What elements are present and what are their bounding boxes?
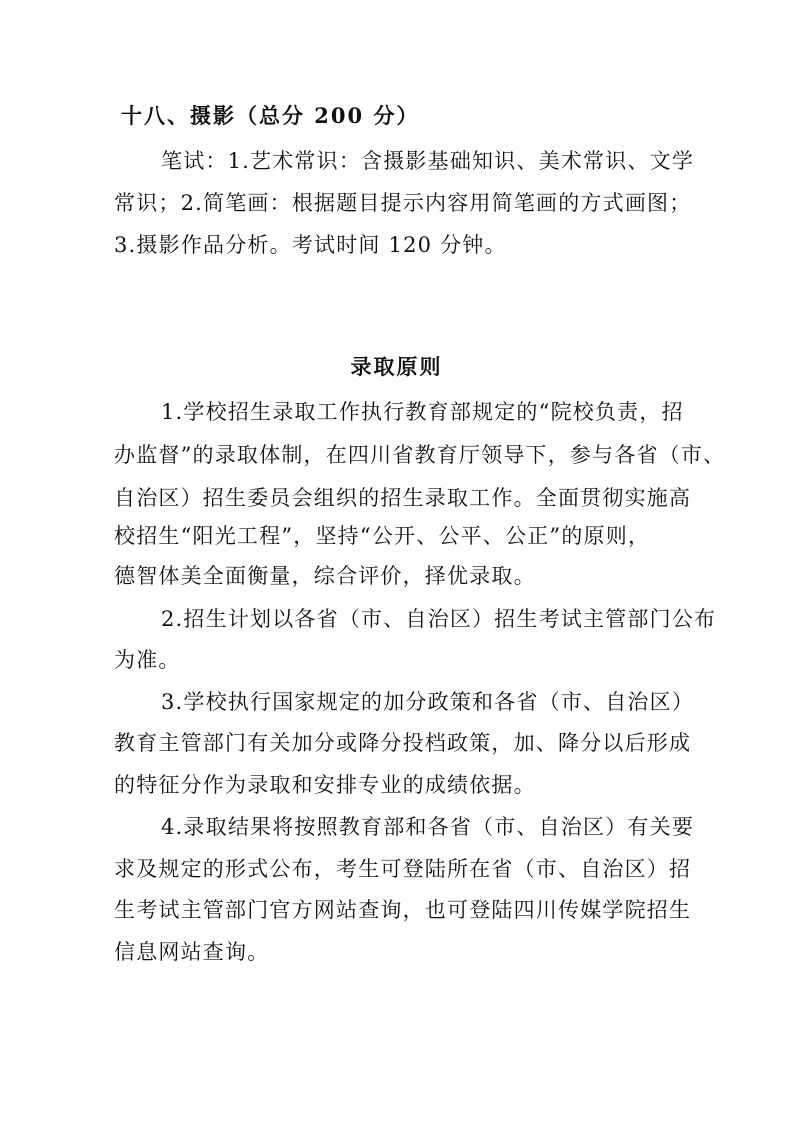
paragraph-line: 为准。	[114, 648, 181, 672]
paragraph-line: 3.学校执行国家规定的加分政策和各省（市、自治区）	[161, 690, 695, 714]
paragraph-line: 常识；2.简笔画：根据题目提示内容用简笔画的方式画图；	[114, 191, 692, 215]
paragraph-line: 自治区）招生委员会组织的招生录取工作。全面贯彻实施高	[114, 486, 692, 510]
paragraph-line: 笔试：1.艺术常识：含摄影基础知识、美术常识、文学	[161, 149, 695, 173]
section-title-admission: 录取原则	[350, 355, 443, 379]
paragraph-line: 校招生“阳光工程”，坚持“公开、公平、公正”的原则，	[114, 524, 651, 548]
paragraph-line: 德智体美全面衡量，综合评价，择优录取。	[114, 564, 536, 588]
paragraph-line: 3.摄影作品分析。考试时间 120 分钟。	[114, 233, 507, 257]
paragraph-line: 2.招生计划以各省（市、自治区）招生考试主管部门公布	[161, 607, 717, 631]
paragraph-line: 办监督”的录取体制，在四川省教育厅领导下，参与各省（市、	[114, 443, 726, 467]
section-heading-photography: 十八、摄影（总分 200 分）	[121, 103, 420, 128]
paragraph-line: 1.学校招生录取工作执行教育部规定的“院校负责，招	[161, 400, 684, 424]
paragraph-line: 4.录取结果将按照教育部和各省（市、自治区）有关要	[161, 815, 695, 839]
paragraph-line: 教育主管部门有关加分或降分投档政策，加、降分以后形成	[114, 731, 692, 755]
paragraph-line: 信息网站查询。	[114, 940, 270, 964]
paragraph-line: 的特征分作为录取和安排专业的成绩依据。	[114, 773, 536, 797]
paragraph-line: 生考试主管部门官方网站查询，也可登陆四川传媒学院招生	[114, 898, 692, 922]
paragraph-line: 求及规定的形式公布，考生可登陆所在省（市、自治区）招	[114, 857, 692, 881]
